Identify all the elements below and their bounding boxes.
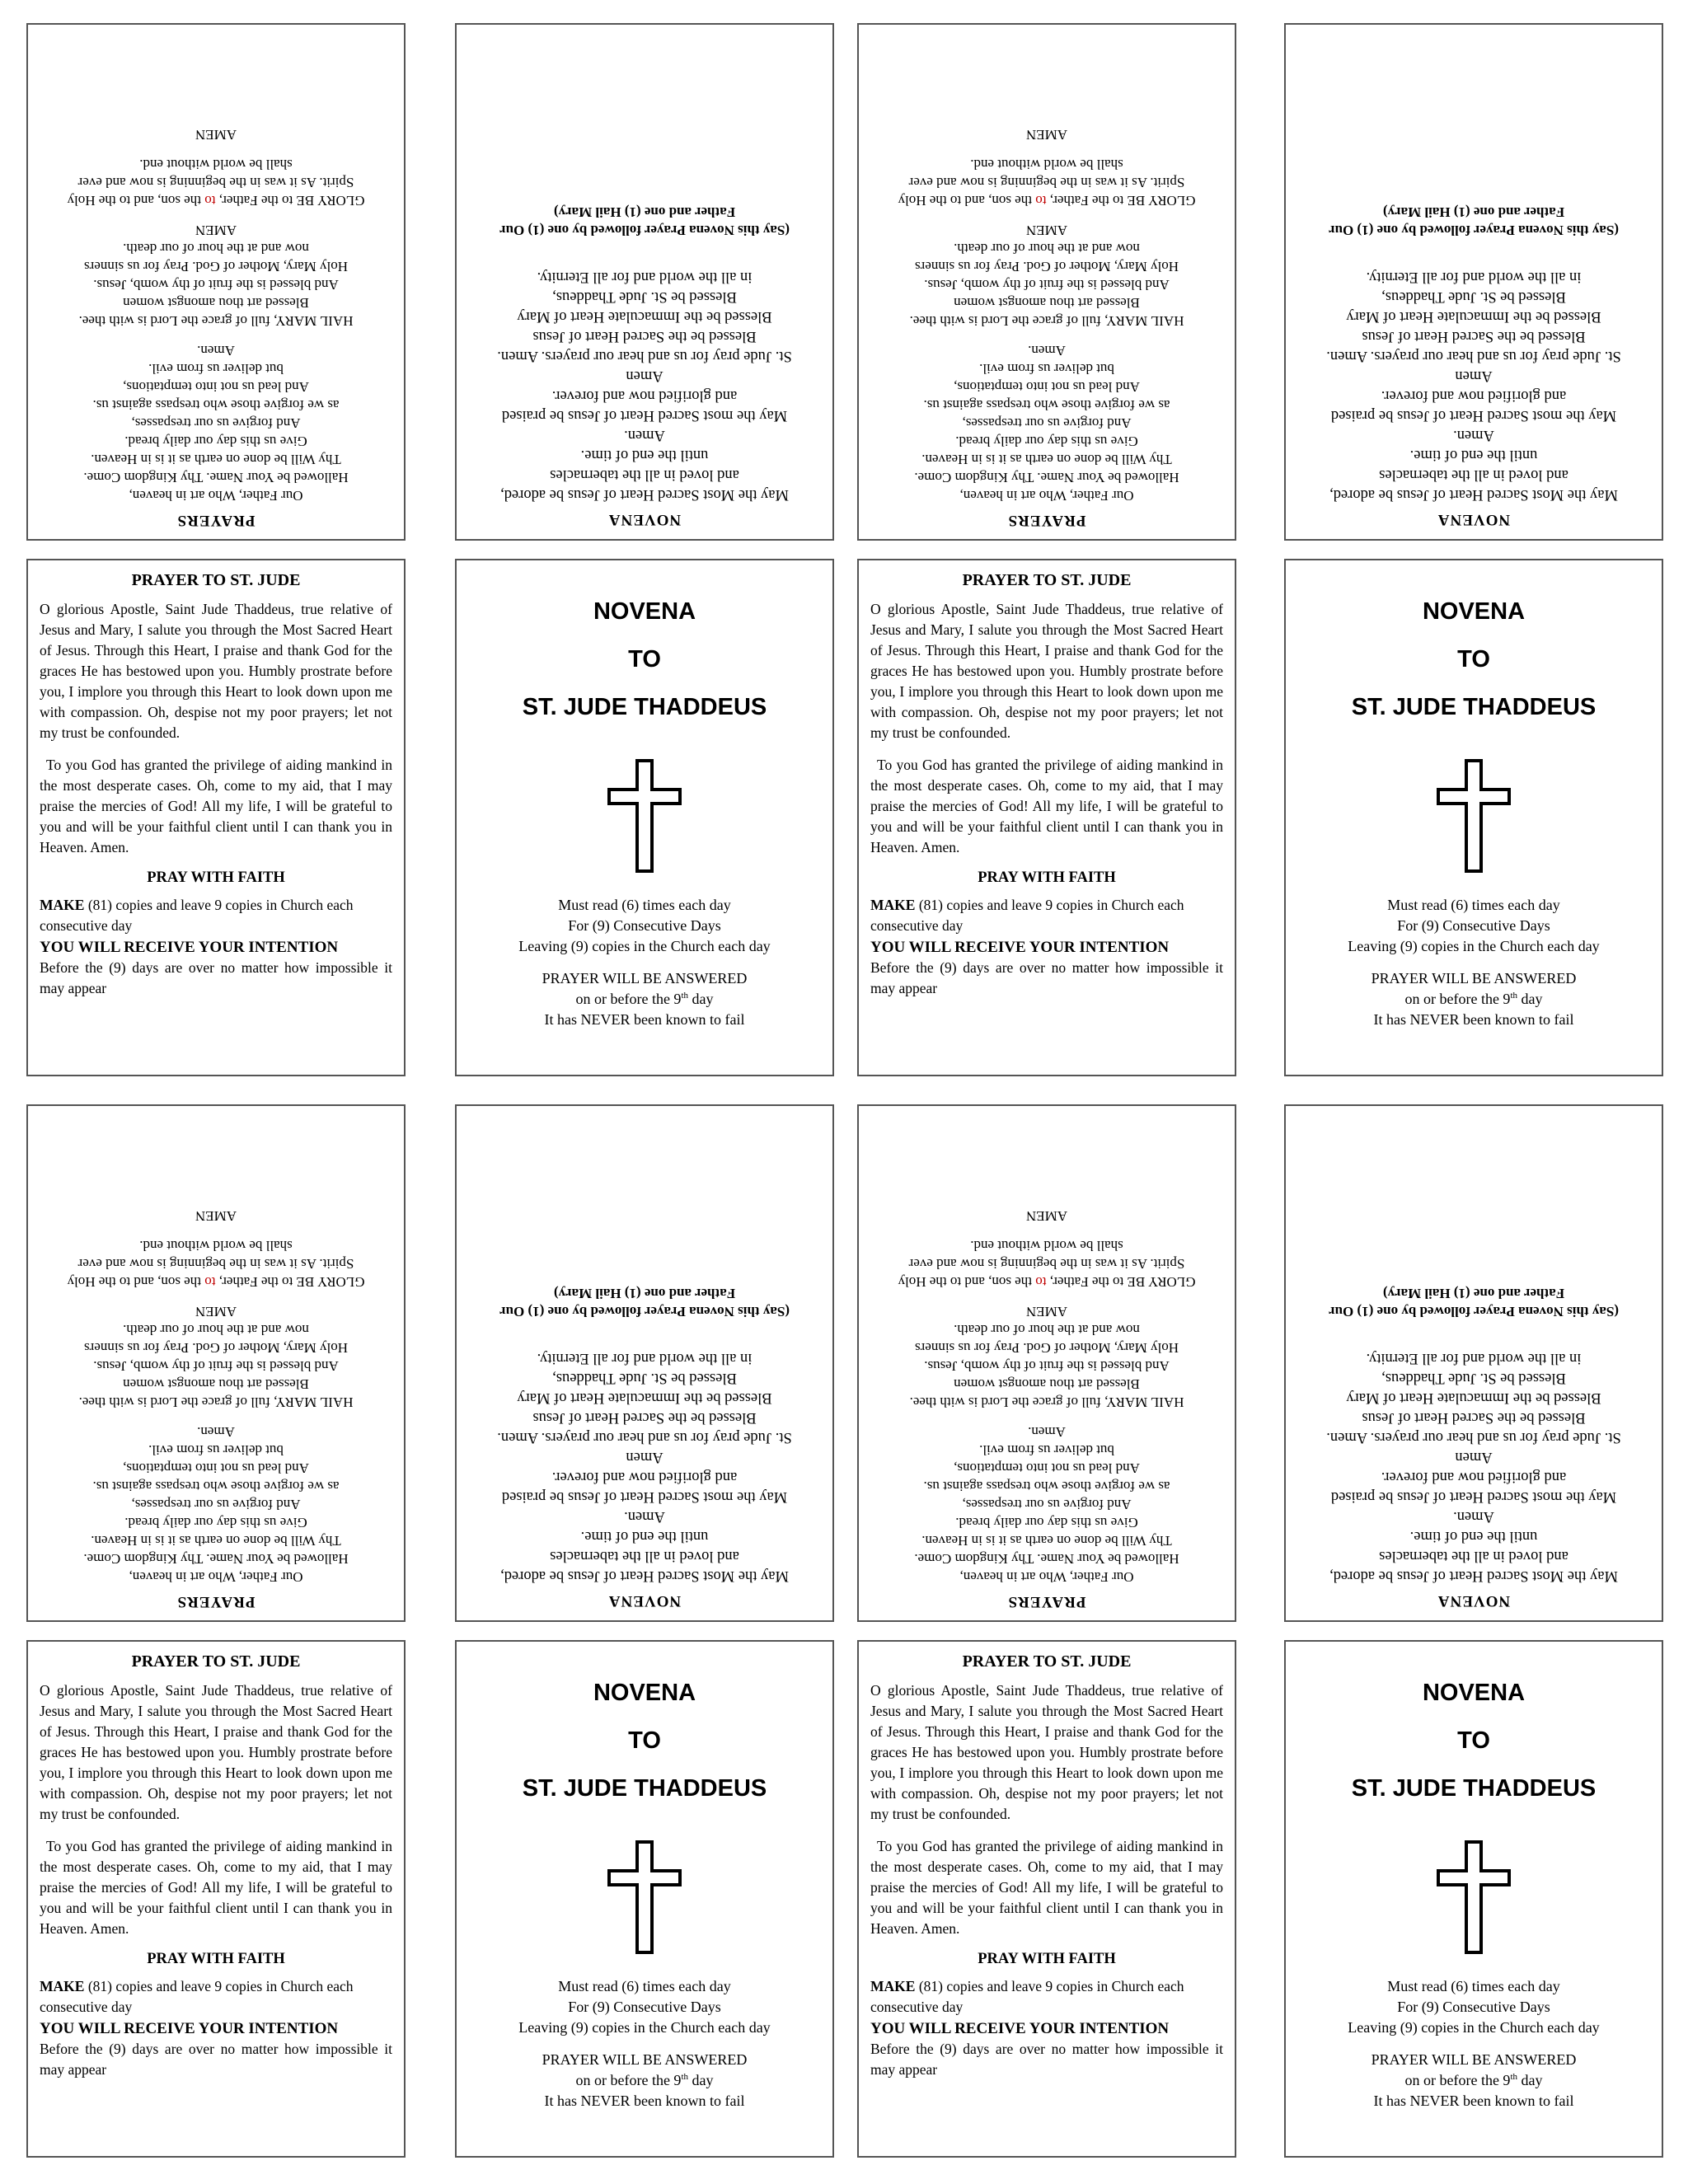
hail-mary-line: Blessed art thou amongst women bbox=[954, 295, 1140, 311]
novena-line: and loved in all the tabernacles bbox=[1379, 1548, 1568, 1564]
our-father-line: Amen. bbox=[1028, 343, 1066, 359]
on-or-before-text: on or before the 9 bbox=[1404, 2072, 1511, 2088]
prayers-heading: PRAYERS bbox=[1007, 1593, 1086, 1610]
novena-line: May the Most Sacred Heart of Jesus be adored, bbox=[1329, 486, 1618, 503]
make-copies-instruction bbox=[40, 1976, 392, 2018]
cover-title-st-jude: ST. JUDE THADDEUS bbox=[1351, 1775, 1597, 1802]
cover-title-to: TO bbox=[1457, 1727, 1490, 1754]
novena-line: until the end of time. bbox=[1409, 447, 1538, 463]
hail-mary-line: Holy Mary, Mother of God. Pray for us sinners bbox=[84, 259, 348, 274]
novena-line: May the Most Sacred Heart of Jesus be adored, bbox=[500, 486, 789, 503]
make-label: MAKE bbox=[40, 1978, 85, 1994]
hail-mary-line: HAIL MARY, full of grace the Lord is with thee. bbox=[78, 1394, 354, 1410]
our-father-line: Hallowed be Your Name. Thy Kingdom Come. bbox=[83, 1551, 349, 1567]
cover-answered: PRAYER WILL BE ANSWERED bbox=[542, 970, 748, 987]
say-novena-line-1: (Say this Novena Prayer followed by one (1) Our bbox=[1329, 1304, 1619, 1319]
glory-be-red-word: to bbox=[1035, 1274, 1047, 1290]
novena-line: until the end of time. bbox=[580, 447, 709, 463]
glory-be-line: Spirit. As it was in the beginning is now and ever bbox=[908, 1256, 1185, 1272]
glory-be-line bbox=[36, 1272, 396, 1291]
glory-be-prayer bbox=[867, 1236, 1226, 1291]
prayers-heading: PRAYERS bbox=[176, 512, 256, 529]
novena-line: in all the world and for all Eternity. bbox=[537, 269, 753, 285]
say-novena-line-2: Father and one (1) Hail Mary) bbox=[553, 1286, 736, 1301]
day-text: day bbox=[1517, 991, 1543, 1007]
our-father-line: Our Father, Who art in heaven, bbox=[129, 488, 303, 504]
receive-intention-heading: YOU WILL RECEIVE YOUR INTENTION bbox=[40, 939, 339, 956]
novena-line: Blessed be St. Jude Thaddeus, bbox=[1381, 288, 1566, 305]
glory-be-red-word: to bbox=[204, 1274, 216, 1290]
novena-line: St. Jude pray for us and hear our prayers. Amen. bbox=[497, 1429, 792, 1446]
prayers-heading: PRAYERS bbox=[176, 1593, 256, 1610]
ordinal-suffix: th bbox=[1510, 991, 1517, 1001]
say-novena-line-2: Father and one (1) Hail Mary) bbox=[553, 204, 736, 220]
hail-mary-prayer bbox=[36, 1302, 396, 1411]
novena-line: in all the world and for all Eternity. bbox=[537, 1350, 753, 1366]
cover-on-or-before bbox=[1286, 989, 1662, 1010]
receive-intention-heading: YOU WILL RECEIVE YOUR INTENTION bbox=[870, 939, 1170, 956]
our-father-line: but deliver us from evil. bbox=[979, 1442, 1114, 1458]
hail-mary-line: Holy Mary, Mother of God. Pray for us sinners bbox=[915, 1340, 1179, 1356]
our-father-line: as we forgive those who trespass against us. bbox=[923, 1479, 1170, 1494]
novena-heading: NOVENA bbox=[1437, 511, 1511, 528]
hail-mary-line: now and at the hour of our death. bbox=[954, 241, 1140, 256]
prayer-paragraph-2: To you God has granted the privilege of aiding mankind in the most desperate cases. Oh, come to my aid, that I may praise the mercies of God! All my life, I will be grateful to you and will be your faithful client until I can thank you in Heaven. Amen. bbox=[40, 1838, 392, 1937]
cover-title-to: TO bbox=[1457, 646, 1490, 673]
novena-line: and loved in all the tabernacles bbox=[550, 466, 739, 483]
novena-prayer-text bbox=[467, 267, 823, 504]
our-father-line: Thy Will be done on earth as it is in Heaven. bbox=[91, 452, 341, 467]
cross-icon bbox=[607, 758, 682, 874]
our-father-line: Our Father, Who art in heaven, bbox=[959, 1569, 1134, 1585]
cover-line-days: For (9) Consecutive Days bbox=[1397, 1999, 1550, 2015]
novena-line: May the most Sacred Heart of Jesus be praised bbox=[501, 407, 788, 424]
novena-line: St. Jude pray for us and hear our prayers. Amen. bbox=[1326, 1429, 1621, 1446]
novena-cover-card bbox=[455, 1640, 834, 2158]
our-father-line: Hallowed be Your Name. Thy Kingdom Come. bbox=[914, 1551, 1179, 1567]
novena-line: Blessed be the Sacred Heart of Jesus bbox=[532, 328, 757, 344]
before-days-text: Before the (9) days are over no matter how impossible it may appear bbox=[40, 2041, 392, 2078]
hail-mary-prayer bbox=[867, 221, 1226, 330]
our-father-prayer bbox=[867, 341, 1226, 504]
cover-line-read: Must read (6) times each day bbox=[558, 1978, 731, 1994]
novena-line: St. Jude pray for us and hear our prayers. Amen. bbox=[497, 348, 792, 364]
cover-line-read: Must read (6) times each day bbox=[1387, 897, 1560, 913]
hail-mary-line: AMEN bbox=[1025, 1304, 1068, 1319]
our-father-line: Hallowed be Your Name. Thy Kingdom Come. bbox=[83, 470, 349, 485]
cover-never-failed: It has NEVER been known to fail bbox=[1373, 2093, 1574, 2109]
novena-line: Blessed be the Immaculate Heart of Mary bbox=[517, 308, 772, 325]
hail-mary-line: AMEN bbox=[1025, 223, 1068, 238]
novena-line: May the Most Sacred Heart of Jesus be adored, bbox=[500, 1568, 789, 1584]
say-novena-line-2: Father and one (1) Hail Mary) bbox=[1382, 1286, 1565, 1301]
hail-mary-line: now and at the hour of our death. bbox=[954, 1322, 1140, 1338]
glory-be-line bbox=[867, 191, 1226, 209]
novena-line: and glorified now and forever. bbox=[551, 1469, 738, 1485]
ordinal-suffix: th bbox=[681, 991, 688, 1001]
novena-line: Amen. bbox=[1453, 1508, 1494, 1525]
novena-line: Amen. bbox=[624, 1508, 665, 1525]
prayer-to-st-jude-card bbox=[26, 1640, 406, 2158]
prayer-paragraph-1: O glorious Apostle, Saint Jude Thaddeus, true relative of Jesus and Mary, I salute you through the Most Sacred Heart of Jesus. Through this Heart, I praise and thank God for the graces He has bestowed upon you. Humbly prostrate before you, I implore you through this Heart to look down upon me with compassion. Oh, despise not my poor prayers; let not my trust be confounded. bbox=[870, 1682, 1223, 1822]
cover-on-or-before bbox=[1286, 2070, 1662, 2091]
our-father-line: And lead us not into temptations, bbox=[123, 1460, 309, 1476]
cover-never-failed: It has NEVER been known to fail bbox=[1373, 1011, 1574, 1028]
glory-be-red-word: to bbox=[1035, 193, 1047, 209]
novena-line: May the most Sacred Heart of Jesus be praised bbox=[1330, 1488, 1617, 1505]
novena-line: Blessed be St. Jude Thaddeus, bbox=[1381, 1370, 1566, 1386]
novena-line: May the most Sacred Heart of Jesus be praised bbox=[501, 1488, 788, 1505]
prayer-card-title: PRAYER TO ST. JUDE bbox=[131, 571, 301, 589]
novena-line: Blessed be St. Jude Thaddeus, bbox=[552, 1370, 737, 1386]
cover-title-st-jude: ST. JUDE THADDEUS bbox=[522, 694, 767, 720]
novena-line: May the Most Sacred Heart of Jesus be adored, bbox=[1329, 1568, 1618, 1584]
novena-line: Blessed be the Sacred Heart of Jesus bbox=[1362, 1409, 1586, 1426]
our-father-line: Our Father, Who art in heaven, bbox=[129, 1569, 303, 1585]
novena-line: Amen bbox=[626, 368, 663, 384]
say-novena-line-1: (Say this Novena Prayer followed by one (1) Our bbox=[1329, 223, 1619, 238]
make-label: MAKE bbox=[40, 897, 85, 913]
cover-title-novena: NOVENA bbox=[1422, 1680, 1526, 1706]
make-label: MAKE bbox=[870, 1978, 916, 1994]
cover-never-failed: It has NEVER been known to fail bbox=[544, 1011, 745, 1028]
glory-be-line: shall be world without end. bbox=[139, 157, 293, 172]
novena-line: and loved in all the tabernacles bbox=[550, 1548, 739, 1564]
say-novena-instruction bbox=[467, 203, 823, 239]
glory-be-line: shall be world without end. bbox=[139, 1238, 293, 1254]
make-copies-instruction bbox=[870, 895, 1223, 936]
novena-line: and glorified now and forever. bbox=[551, 387, 738, 404]
novena-line: until the end of time. bbox=[580, 1528, 709, 1544]
prayers-card-upside-down bbox=[857, 1104, 1236, 1622]
hail-mary-line: AMEN bbox=[195, 223, 237, 238]
novena-prayer-text bbox=[1296, 1348, 1652, 1586]
our-father-line: Give us this day our daily bread. bbox=[955, 434, 1138, 449]
make-text: (81) copies and leave 9 copies in Church each consecutive day bbox=[40, 1978, 354, 2015]
prayer-paragraph-1: O glorious Apostle, Saint Jude Thaddeus, true relative of Jesus and Mary, I salute you through the Most Sacred Heart of Jesus. Through this Heart, I praise and thank God for the graces He has bestowed upon you. Humbly prostrate before you, I implore you through this Heart to look down upon me with compassion. Oh, despise not my poor prayers; let not my trust be confounded. bbox=[40, 601, 392, 741]
on-or-before-text: on or before the 9 bbox=[575, 2072, 682, 2088]
our-father-line: but deliver us from evil. bbox=[148, 1442, 284, 1458]
prayer-paragraph-2: To you God has granted the privilege of aiding mankind in the most desperate cases. Oh, come to my aid, that I may praise the mercies of God! All my life, I will be grateful to you and will be your faithful client until I can thank you in Heaven. Amen. bbox=[870, 757, 1223, 855]
final-amen: AMEN bbox=[1025, 1208, 1068, 1224]
novena-line: May the most Sacred Heart of Jesus be praised bbox=[1330, 407, 1617, 424]
prayer-paragraph-2: To you God has granted the privilege of aiding mankind in the most desperate cases. Oh, come to my aid, that I may praise the mercies of God! All my life, I will be grateful to you and will be your faithful client until I can thank you in Heaven. Amen. bbox=[40, 757, 392, 855]
prayer-to-st-jude-card bbox=[857, 1640, 1236, 2158]
novena-heading: NOVENA bbox=[607, 511, 682, 528]
hail-mary-line: HAIL MARY, full of grace the Lord is with thee. bbox=[909, 1394, 1184, 1410]
novena-heading: NOVENA bbox=[1437, 1592, 1511, 1610]
say-novena-instruction bbox=[1296, 1284, 1652, 1320]
cover-never-failed: It has NEVER been known to fail bbox=[544, 2093, 745, 2109]
novena-line: Blessed be the Immaculate Heart of Mary bbox=[1346, 1390, 1601, 1406]
novena-line: Blessed be the Immaculate Heart of Mary bbox=[1346, 308, 1601, 325]
glory-be-text: GLORY BE to the Father, bbox=[1046, 1274, 1196, 1290]
final-amen: AMEN bbox=[1025, 127, 1068, 143]
hail-mary-line: HAIL MARY, full of grace the Lord is with thee. bbox=[909, 313, 1184, 329]
cover-title-novena: NOVENA bbox=[593, 598, 696, 625]
cross-icon bbox=[1436, 758, 1512, 874]
ordinal-suffix: th bbox=[1510, 2072, 1517, 2082]
novena-line: Amen bbox=[1455, 1449, 1493, 1465]
hail-mary-line: Holy Mary, Mother of God. Pray for us sinners bbox=[84, 1340, 348, 1356]
our-father-line: Amen. bbox=[197, 1424, 235, 1440]
cover-title-st-jude: ST. JUDE THADDEUS bbox=[522, 1775, 767, 1802]
glory-be-line: Spirit. As it was in the beginning is now and ever bbox=[908, 175, 1185, 190]
our-father-line: And forgive us our trespasses, bbox=[131, 1497, 301, 1512]
cover-on-or-before bbox=[457, 989, 832, 1010]
novena-line: St. Jude pray for us and hear our prayers. Amen. bbox=[1326, 348, 1621, 364]
cover-line-days: For (9) Consecutive Days bbox=[568, 1999, 721, 2015]
before-days-text: Before the (9) days are over no matter how impossible it may appear bbox=[870, 959, 1223, 996]
glory-be-line: Spirit. As it was in the beginning is now and ever bbox=[77, 175, 354, 190]
our-father-line: Hallowed be Your Name. Thy Kingdom Come. bbox=[914, 470, 1179, 485]
final-amen: AMEN bbox=[195, 1208, 237, 1224]
pray-with-faith-heading: PRAY WITH FAITH bbox=[147, 869, 285, 886]
our-father-line: And forgive us our trespasses, bbox=[962, 415, 1132, 431]
glory-be-prayer bbox=[867, 155, 1226, 209]
novena-line: Blessed be St. Jude Thaddeus, bbox=[552, 288, 737, 305]
novena-prayer-card-upside-down bbox=[455, 1104, 834, 1622]
prayer-paragraph-2: To you God has granted the privilege of aiding mankind in the most desperate cases. Oh, come to my aid, that I may praise the mercies of God! All my life, I will be grateful to you and will be your faithful client until I can thank you in Heaven. Amen. bbox=[870, 1838, 1223, 1937]
our-father-line: Give us this day our daily bread. bbox=[124, 434, 307, 449]
prayer-card-title: PRAYER TO ST. JUDE bbox=[962, 571, 1132, 589]
novena-line: Amen bbox=[1455, 368, 1493, 384]
novena-line: and glorified now and forever. bbox=[1381, 387, 1567, 404]
hail-mary-prayer bbox=[36, 221, 396, 330]
hail-mary-line: Blessed art thou amongst women bbox=[123, 295, 309, 311]
say-novena-line-1: (Say this Novena Prayer followed by one (1) Our bbox=[499, 223, 790, 238]
hail-mary-line: Blessed art thou amongst women bbox=[954, 1376, 1140, 1392]
cover-title-to: TO bbox=[628, 646, 661, 673]
day-text: day bbox=[1517, 2072, 1543, 2088]
our-father-line: Thy Will be done on earth as it is in Heaven. bbox=[921, 452, 1172, 467]
glory-be-text-2: the son, and to the Holy bbox=[67, 193, 205, 209]
novena-prayer-card-upside-down bbox=[1284, 23, 1663, 541]
say-novena-instruction bbox=[1296, 203, 1652, 239]
glory-be-prayer bbox=[36, 1236, 396, 1291]
novena-cover-card bbox=[1284, 1640, 1663, 2158]
our-father-line: Thy Will be done on earth as it is in Heaven. bbox=[91, 1533, 341, 1549]
novena-cover-card bbox=[455, 559, 834, 1076]
hail-mary-line: And blessed is the fruit of thy womb, Jesus. bbox=[93, 277, 339, 293]
cross-icon bbox=[1436, 1840, 1512, 1955]
cover-title-novena: NOVENA bbox=[1422, 598, 1526, 625]
hail-mary-line: Holy Mary, Mother of God. Pray for us sinners bbox=[915, 259, 1179, 274]
cover-line-copies: Leaving (9) copies in the Church each day bbox=[1348, 2019, 1600, 2036]
day-text: day bbox=[688, 991, 714, 1007]
novena-line: in all the world and for all Eternity. bbox=[1366, 1350, 1582, 1366]
glory-be-prayer bbox=[36, 155, 396, 209]
novena-line: Blessed be the Immaculate Heart of Mary bbox=[517, 1390, 772, 1406]
glory-be-text: GLORY BE to the Father, bbox=[215, 1274, 365, 1290]
novena-line: in all the world and for all Eternity. bbox=[1366, 269, 1582, 285]
glory-be-text-2: the son, and to the Holy bbox=[898, 193, 1036, 209]
novena-prayer-card-upside-down bbox=[1284, 1104, 1663, 1622]
make-text: (81) copies and leave 9 copies in Church each consecutive day bbox=[870, 897, 1184, 934]
prayer-paragraph-1: O glorious Apostle, Saint Jude Thaddeus, true relative of Jesus and Mary, I salute you through the Most Sacred Heart of Jesus. Through this Heart, I praise and thank God for the graces He has bestowed upon you. Humbly prostrate before you, I implore you through this Heart to look down upon me with compassion. Oh, despise not my poor prayers; let not my trust be confounded. bbox=[40, 1682, 392, 1822]
our-father-line: as we forgive those who trespass against us. bbox=[92, 397, 340, 413]
receive-intention-heading: YOU WILL RECEIVE YOUR INTENTION bbox=[870, 2020, 1170, 2037]
our-father-line: And forgive us our trespasses, bbox=[131, 415, 301, 431]
our-father-line: Thy Will be done on earth as it is in Heaven. bbox=[921, 1533, 1172, 1549]
prayer-to-st-jude-card bbox=[26, 559, 406, 1076]
cover-answered: PRAYER WILL BE ANSWERED bbox=[1371, 2051, 1577, 2068]
novena-line: Amen bbox=[626, 1449, 663, 1465]
make-copies-instruction bbox=[40, 895, 392, 936]
cover-line-read: Must read (6) times each day bbox=[558, 897, 731, 913]
our-father-line: Amen. bbox=[197, 343, 235, 359]
glory-be-line: shall be world without end. bbox=[970, 1238, 1123, 1254]
our-father-line: Give us this day our daily bread. bbox=[124, 1515, 307, 1530]
our-father-prayer bbox=[36, 1422, 396, 1586]
say-novena-instruction bbox=[467, 1284, 823, 1320]
day-text: day bbox=[688, 2072, 714, 2088]
novena-line: until the end of time. bbox=[1409, 1528, 1538, 1544]
cover-line-days: For (9) Consecutive Days bbox=[568, 917, 721, 934]
before-days-text: Before the (9) days are over no matter how impossible it may appear bbox=[40, 959, 392, 996]
glory-be-text-2: the son, and to the Holy bbox=[67, 1274, 205, 1290]
our-father-line: And lead us not into temptations, bbox=[954, 1460, 1140, 1476]
say-novena-line-1: (Say this Novena Prayer followed by one (1) Our bbox=[499, 1304, 790, 1319]
hail-mary-line: HAIL MARY, full of grace the Lord is with thee. bbox=[78, 313, 354, 329]
cover-line-copies: Leaving (9) copies in the Church each day bbox=[518, 2019, 771, 2036]
our-father-line: but deliver us from evil. bbox=[979, 361, 1114, 377]
our-father-line: Give us this day our daily bread. bbox=[955, 1515, 1138, 1530]
hail-mary-line: now and at the hour of our death. bbox=[123, 241, 309, 256]
cover-line-read: Must read (6) times each day bbox=[1387, 1978, 1560, 1994]
prayer-card-title: PRAYER TO ST. JUDE bbox=[131, 1652, 301, 1671]
prayer-paragraph-1: O glorious Apostle, Saint Jude Thaddeus, true relative of Jesus and Mary, I salute you through the Most Sacred Heart of Jesus. Through this Heart, I praise and thank God for the graces He has bestowed upon you. Humbly prostrate before you, I implore you through this Heart to look down upon me with compassion. Oh, despise not my poor prayers; let not my trust be confounded. bbox=[870, 601, 1223, 741]
hail-mary-line: Blessed art thou amongst women bbox=[123, 1376, 309, 1392]
on-or-before-text: on or before the 9 bbox=[575, 991, 682, 1007]
cover-line-copies: Leaving (9) copies in the Church each day bbox=[1348, 938, 1600, 954]
novena-cover-card bbox=[1284, 559, 1663, 1076]
novena-line: Amen. bbox=[624, 427, 665, 443]
glory-be-line: shall be world without end. bbox=[970, 157, 1123, 172]
hail-mary-line: And blessed is the fruit of thy womb, Jesus. bbox=[924, 277, 1170, 293]
glory-be-text: GLORY BE to the Father, bbox=[1046, 193, 1196, 209]
our-father-line: but deliver us from evil. bbox=[148, 361, 284, 377]
on-or-before-text: on or before the 9 bbox=[1404, 991, 1511, 1007]
hail-mary-line: AMEN bbox=[195, 1304, 237, 1319]
cover-answered: PRAYER WILL BE ANSWERED bbox=[542, 2051, 748, 2068]
our-father-line: Our Father, Who art in heaven, bbox=[959, 488, 1134, 504]
novena-line: and loved in all the tabernacles bbox=[1379, 466, 1568, 483]
glory-be-line: Spirit. As it was in the beginning is now and ever bbox=[77, 1256, 354, 1272]
pray-with-faith-heading: PRAY WITH FAITH bbox=[147, 1951, 285, 1967]
glory-be-red-word: to bbox=[204, 193, 216, 209]
cover-on-or-before bbox=[457, 2070, 832, 2091]
glory-be-line bbox=[867, 1272, 1226, 1291]
cover-line-copies: Leaving (9) copies in the Church each day bbox=[518, 938, 771, 954]
novena-heading: NOVENA bbox=[607, 1592, 682, 1610]
before-days-text: Before the (9) days are over no matter how impossible it may appear bbox=[870, 2041, 1223, 2078]
our-father-line: And lead us not into temptations, bbox=[954, 379, 1140, 395]
novena-prayer-text bbox=[467, 1348, 823, 1586]
our-father-line: And forgive us our trespasses, bbox=[962, 1497, 1132, 1512]
cover-line-days: For (9) Consecutive Days bbox=[1397, 917, 1550, 934]
say-novena-line-2: Father and one (1) Hail Mary) bbox=[1382, 204, 1565, 220]
make-copies-instruction bbox=[870, 1976, 1223, 2018]
prayers-heading: PRAYERS bbox=[1007, 512, 1086, 529]
our-father-prayer bbox=[36, 341, 396, 504]
our-father-line: as we forgive those who trespass against us. bbox=[923, 397, 1170, 413]
make-label: MAKE bbox=[870, 897, 916, 913]
make-text: (81) copies and leave 9 copies in Church each consecutive day bbox=[40, 897, 354, 934]
cross-icon bbox=[607, 1840, 682, 1955]
glory-be-text: GLORY BE to the Father, bbox=[215, 193, 365, 209]
make-text: (81) copies and leave 9 copies in Church each consecutive day bbox=[870, 1978, 1184, 2015]
our-father-prayer bbox=[867, 1422, 1226, 1586]
our-father-line: Amen. bbox=[1028, 1424, 1066, 1440]
final-amen: AMEN bbox=[195, 127, 237, 143]
hail-mary-line: now and at the hour of our death. bbox=[123, 1322, 309, 1338]
pray-with-faith-heading: PRAY WITH FAITH bbox=[978, 1951, 1116, 1967]
hail-mary-prayer bbox=[867, 1302, 1226, 1411]
cover-title-st-jude: ST. JUDE THADDEUS bbox=[1351, 694, 1597, 720]
novena-line: Amen. bbox=[1453, 427, 1494, 443]
our-father-line: And lead us not into temptations, bbox=[123, 379, 309, 395]
cover-title-novena: NOVENA bbox=[593, 1680, 696, 1706]
prayer-card-title: PRAYER TO ST. JUDE bbox=[962, 1652, 1132, 1671]
ordinal-suffix: th bbox=[681, 2072, 688, 2082]
pray-with-faith-heading: PRAY WITH FAITH bbox=[978, 869, 1116, 886]
glory-be-text-2: the son, and to the Holy bbox=[898, 1274, 1036, 1290]
prayer-to-st-jude-card bbox=[857, 559, 1236, 1076]
prayers-card-upside-down bbox=[26, 23, 406, 541]
novena-line: Blessed be the Sacred Heart of Jesus bbox=[532, 1409, 757, 1426]
prayers-card-upside-down bbox=[26, 1104, 406, 1622]
novena-line: Blessed be the Sacred Heart of Jesus bbox=[1362, 328, 1586, 344]
receive-intention-heading: YOU WILL RECEIVE YOUR INTENTION bbox=[40, 2020, 339, 2037]
our-father-line: as we forgive those who trespass against us. bbox=[92, 1479, 340, 1494]
novena-prayer-card-upside-down bbox=[455, 23, 834, 541]
cover-answered: PRAYER WILL BE ANSWERED bbox=[1371, 970, 1577, 987]
prayers-card-upside-down bbox=[857, 23, 1236, 541]
glory-be-line bbox=[36, 191, 396, 209]
hail-mary-line: And blessed is the fruit of thy womb, Jesus. bbox=[93, 1358, 339, 1374]
hail-mary-line: And blessed is the fruit of thy womb, Jesus. bbox=[924, 1358, 1170, 1374]
novena-prayer-text bbox=[1296, 267, 1652, 504]
novena-line: and glorified now and forever. bbox=[1381, 1469, 1567, 1485]
cover-title-to: TO bbox=[628, 1727, 661, 1754]
